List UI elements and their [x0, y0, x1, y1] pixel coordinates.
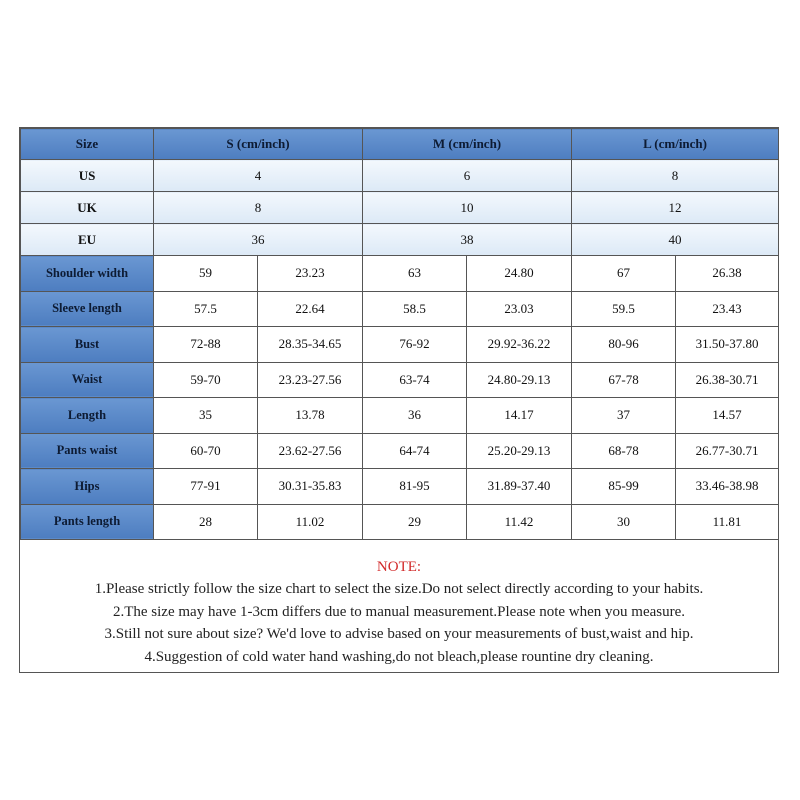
- conversion-row-uk: [21, 192, 779, 224]
- s-cm-value: 60-70: [154, 433, 258, 469]
- l-cm-value: 68-78: [572, 433, 676, 469]
- m-cm-value: 76-92: [363, 327, 467, 363]
- m-inch-value: 11.42: [467, 504, 572, 540]
- s-cm-value: 35: [154, 398, 258, 434]
- m-cm-value: 64-74: [363, 433, 467, 469]
- l-cm-value: 37: [572, 398, 676, 434]
- m-inch-value: 25.20-29.13: [467, 433, 572, 469]
- conversion-s: 8: [154, 192, 363, 224]
- m-inch-value: 24.80: [467, 256, 572, 292]
- header-m: M (cm/inch): [363, 129, 572, 160]
- s-cm-value: 59: [154, 256, 258, 292]
- m-inch-value: 24.80-29.13: [467, 362, 572, 398]
- l-inch-value: 23.43: [676, 291, 779, 327]
- measurement-row: [21, 433, 779, 469]
- conversion-s: 36: [154, 224, 363, 256]
- measurement-label: Hips: [21, 469, 154, 505]
- l-inch-value: 26.77-30.71: [676, 433, 779, 469]
- note-line: 3.Still not sure about size? We'd love to advise based on your measurements of bust,waist and hip.: [104, 626, 694, 642]
- note-line: 4.Suggestion of cold water hand washing,do not bleach,please rountine dry cleaning.: [144, 648, 654, 665]
- header-size: Size: [21, 129, 154, 160]
- conversion-l: 12: [572, 192, 779, 224]
- l-cm-value: 59.5: [572, 291, 676, 327]
- measurement-row: [21, 327, 779, 363]
- m-cm-value: 63-74: [363, 362, 467, 398]
- m-cm-value: 58.5: [363, 291, 467, 327]
- m-inch-value: 14.17: [467, 398, 572, 434]
- l-cm-value: 67: [572, 256, 676, 292]
- m-cm-value: 36: [363, 398, 467, 434]
- conversion-row-eu: [21, 224, 779, 256]
- note-line: 1.Please strictly follow the size chart to select the size.Do not select directly according to your habits.: [94, 581, 704, 597]
- s-cm-value: 72-88: [154, 327, 258, 363]
- header-row: [21, 129, 779, 160]
- measurement-row: [21, 362, 779, 398]
- s-inch-value: 13.78: [258, 398, 363, 434]
- s-cm-value: 59-70: [154, 362, 258, 398]
- measurement-label: Bust: [21, 327, 154, 363]
- s-inch-value: 23.23: [258, 256, 363, 292]
- s-cm-value: 77-91: [154, 469, 258, 505]
- measurement-label: Pants length: [21, 504, 154, 540]
- l-inch-value: 11.81: [676, 504, 779, 540]
- m-inch-value: 31.89-37.40: [467, 469, 572, 505]
- l-cm-value: 67-78: [572, 362, 676, 398]
- l-inch-value: 14.57: [676, 398, 779, 434]
- measurement-row: [21, 256, 779, 292]
- s-cm-value: 57.5: [154, 291, 258, 327]
- note-title: NOTE:: [376, 559, 422, 575]
- measurement-label: Pants waist: [21, 433, 154, 469]
- measurement-label: Waist: [21, 362, 154, 398]
- l-cm-value: 85-99: [572, 469, 676, 505]
- l-inch-value: 31.50-37.80: [676, 327, 779, 363]
- l-inch-value: 26.38: [676, 256, 779, 292]
- measurement-row: [21, 504, 779, 540]
- conversion-m: 38: [363, 224, 572, 256]
- s-inch-value: 11.02: [258, 504, 363, 540]
- conversion-label: EU: [21, 224, 154, 256]
- measurement-row: [21, 291, 779, 327]
- measurement-label: Shoulder width: [21, 256, 154, 292]
- conversion-s: 4: [154, 160, 363, 192]
- m-cm-value: 63: [363, 256, 467, 292]
- measurement-row: [21, 469, 779, 505]
- header-s: S (cm/inch): [154, 129, 363, 160]
- l-cm-value: 30: [572, 504, 676, 540]
- m-cm-value: 81-95: [363, 469, 467, 505]
- l-cm-value: 80-96: [572, 327, 676, 363]
- s-cm-value: 28: [154, 504, 258, 540]
- size-table: [20, 128, 779, 540]
- m-inch-value: 29.92-36.22: [467, 327, 572, 363]
- s-inch-value: 23.62-27.56: [258, 433, 363, 469]
- note-line: 2.The size may have 1-3cm differs due to manual measurement.Please note when you measure.: [112, 603, 686, 620]
- conversion-l: 8: [572, 160, 779, 192]
- measurement-row: [21, 398, 779, 434]
- conversion-m: 10: [363, 192, 572, 224]
- m-cm-value: 29: [363, 504, 467, 540]
- conversion-label: US: [21, 160, 154, 192]
- notes-section: [20, 548, 778, 668]
- header-l: L (cm/inch): [572, 129, 779, 160]
- conversion-m: 6: [363, 160, 572, 192]
- s-inch-value: 28.35-34.65: [258, 327, 363, 363]
- conversion-l: 40: [572, 224, 779, 256]
- size-chart: [19, 127, 779, 673]
- s-inch-value: 22.64: [258, 291, 363, 327]
- conversion-row-us: [21, 160, 779, 192]
- l-inch-value: 33.46-38.98: [676, 469, 779, 505]
- s-inch-value: 23.23-27.56: [258, 362, 363, 398]
- measurement-label: Sleeve length: [21, 291, 154, 327]
- measurement-label: Length: [21, 398, 154, 434]
- l-inch-value: 26.38-30.71: [676, 362, 779, 398]
- conversion-label: UK: [21, 192, 154, 224]
- m-inch-value: 23.03: [467, 291, 572, 327]
- s-inch-value: 30.31-35.83: [258, 469, 363, 505]
